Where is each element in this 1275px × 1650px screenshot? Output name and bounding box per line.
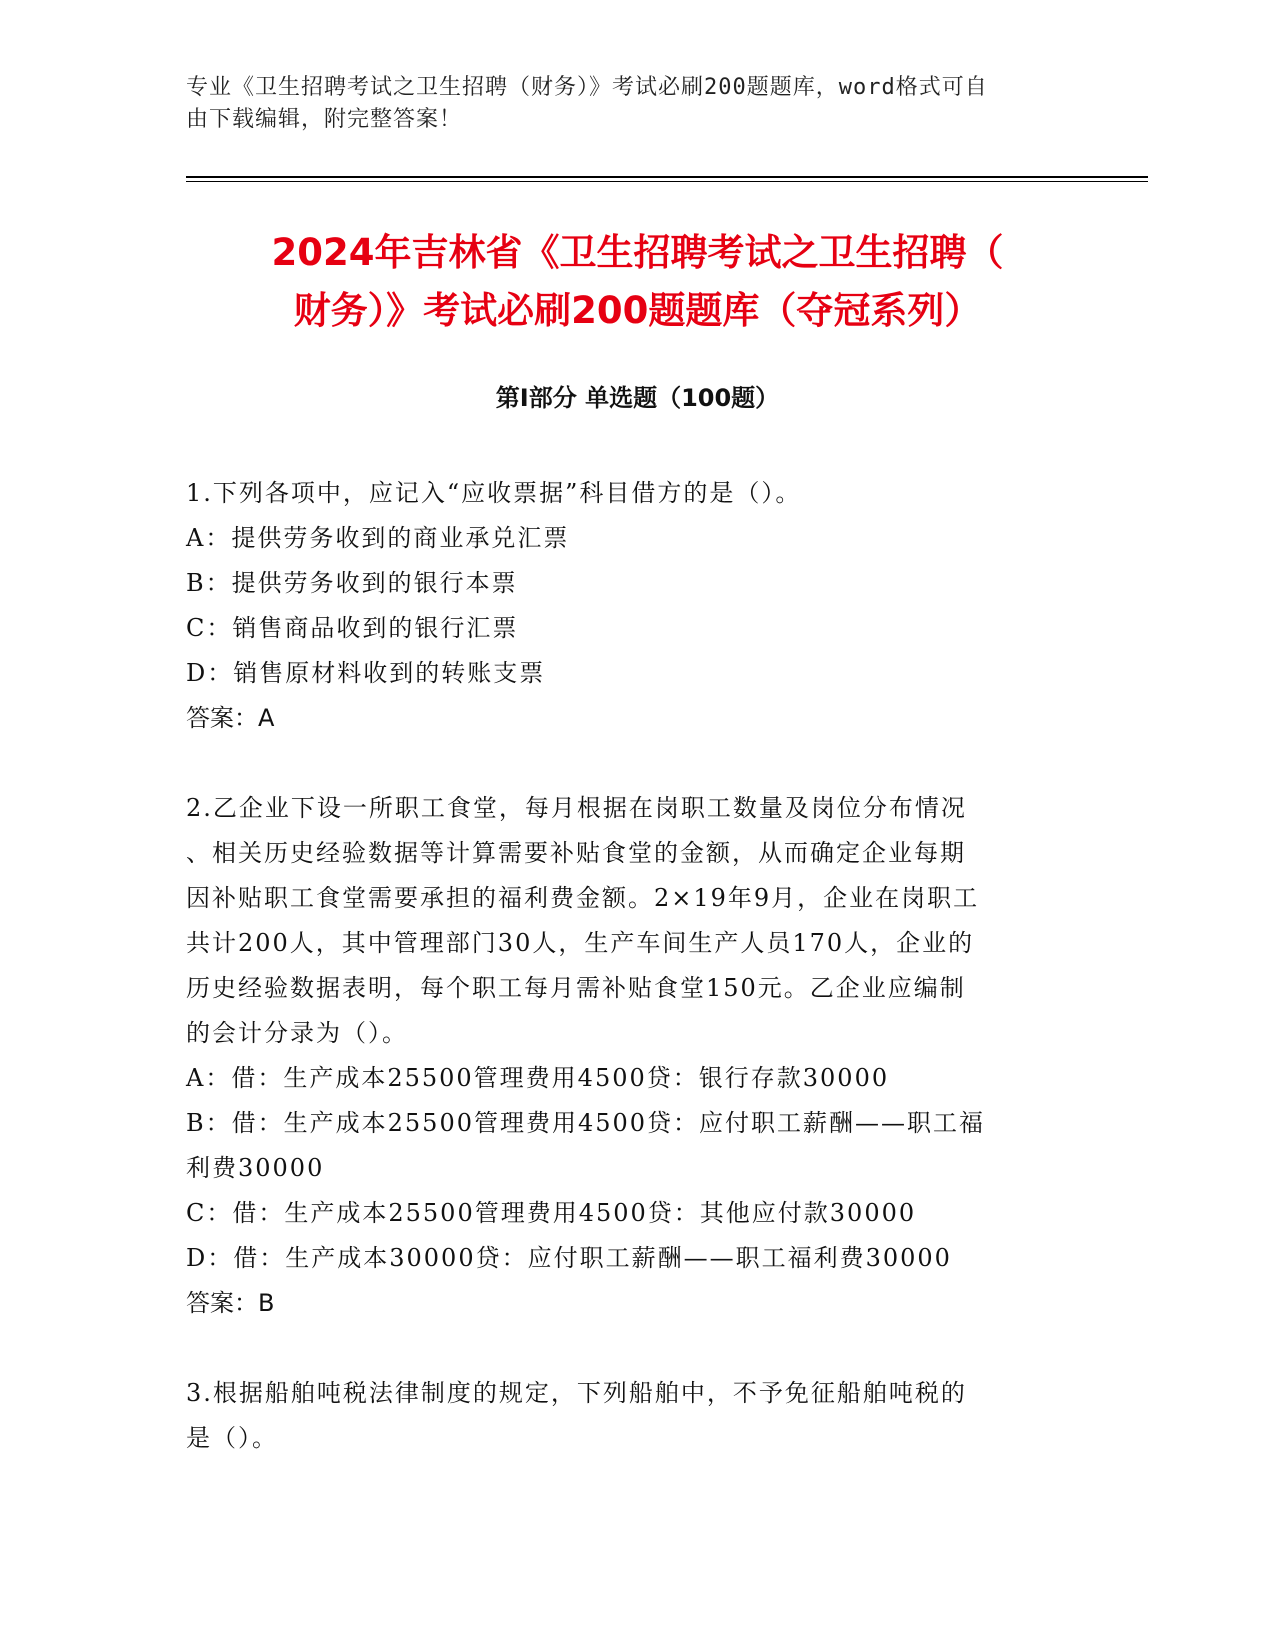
question-stem: 、相关历史经验数据等计算需要补贴食堂的金额，从而确定企业每期 [186, 839, 966, 867]
question [186, 1371, 1076, 1461]
question-stem: 3.根据船舶吨税法律制度的规定，下列船舶中，不予免征船舶吨税的 [186, 1379, 967, 1407]
spacer [186, 1326, 1076, 1371]
header-note-line: 专业《卫生招聘考试之卫生招聘（财务）》考试必刷200题题库，word格式可自 [186, 75, 988, 100]
title-line: 2024年吉林省《卫生招聘考试之卫生招聘（ [271, 231, 1004, 274]
option: B：提供劳务收到的银行本票 [186, 569, 518, 597]
question [186, 471, 1076, 741]
question-stem: 2.乙企业下设一所职工食堂，每月根据在岗职工数量及岗位分布情况 [186, 794, 967, 822]
spacer [186, 741, 1076, 786]
header-note-line: 由下载编辑，附完整答案！ [186, 107, 463, 132]
option: C：借：生产成本25500管理费用4500贷：其他应付款30000 [186, 1199, 917, 1227]
option: A：提供劳务收到的商业承兑汇票 [186, 524, 570, 552]
header-divider [186, 176, 1148, 178]
header-note [186, 72, 1066, 136]
section-heading: 第Ⅰ部分 单选题（100题） [495, 384, 780, 412]
option: D：销售原材料收到的转账支票 [186, 659, 546, 687]
question-stem: 历史经验数据表明，每个职工每月需补贴食堂150元。乙企业应编制 [186, 974, 966, 1002]
option-continued: 利费30000 [186, 1154, 325, 1182]
option: B：借：生产成本25500管理费用4500贷：应付职工薪酬——职工福 [186, 1109, 986, 1137]
question-list [186, 471, 1076, 1461]
question [186, 786, 1076, 1326]
question-stem: 是（）。 [186, 1424, 278, 1452]
header-divider-thin [186, 181, 1148, 182]
title-line: 财务）》考试必刷200题题库（夺冠系列） [293, 289, 982, 332]
answer: 答案：B [186, 1289, 275, 1317]
question-stem: 1.下列各项中，应记入“应收票据”科目借方的是（）。 [186, 479, 802, 507]
option: A：借：生产成本25500管理费用4500贷：银行存款30000 [186, 1064, 890, 1092]
question-stem: 因补贴职工食堂需要承担的福利费金额。2×19年9月，企业在岗职工 [186, 884, 980, 912]
question-stem: 的会计分录为（）。 [186, 1019, 408, 1047]
question-stem: 共计200人，其中管理部门30人，生产车间生产人员170人，企业的 [186, 929, 975, 957]
answer: 答案：A [186, 704, 275, 732]
document-title [150, 224, 1125, 340]
option: C：销售商品收到的银行汇票 [186, 614, 519, 642]
option: D：借：生产成本30000贷：应付职工薪酬——职工福利费30000 [186, 1244, 952, 1272]
